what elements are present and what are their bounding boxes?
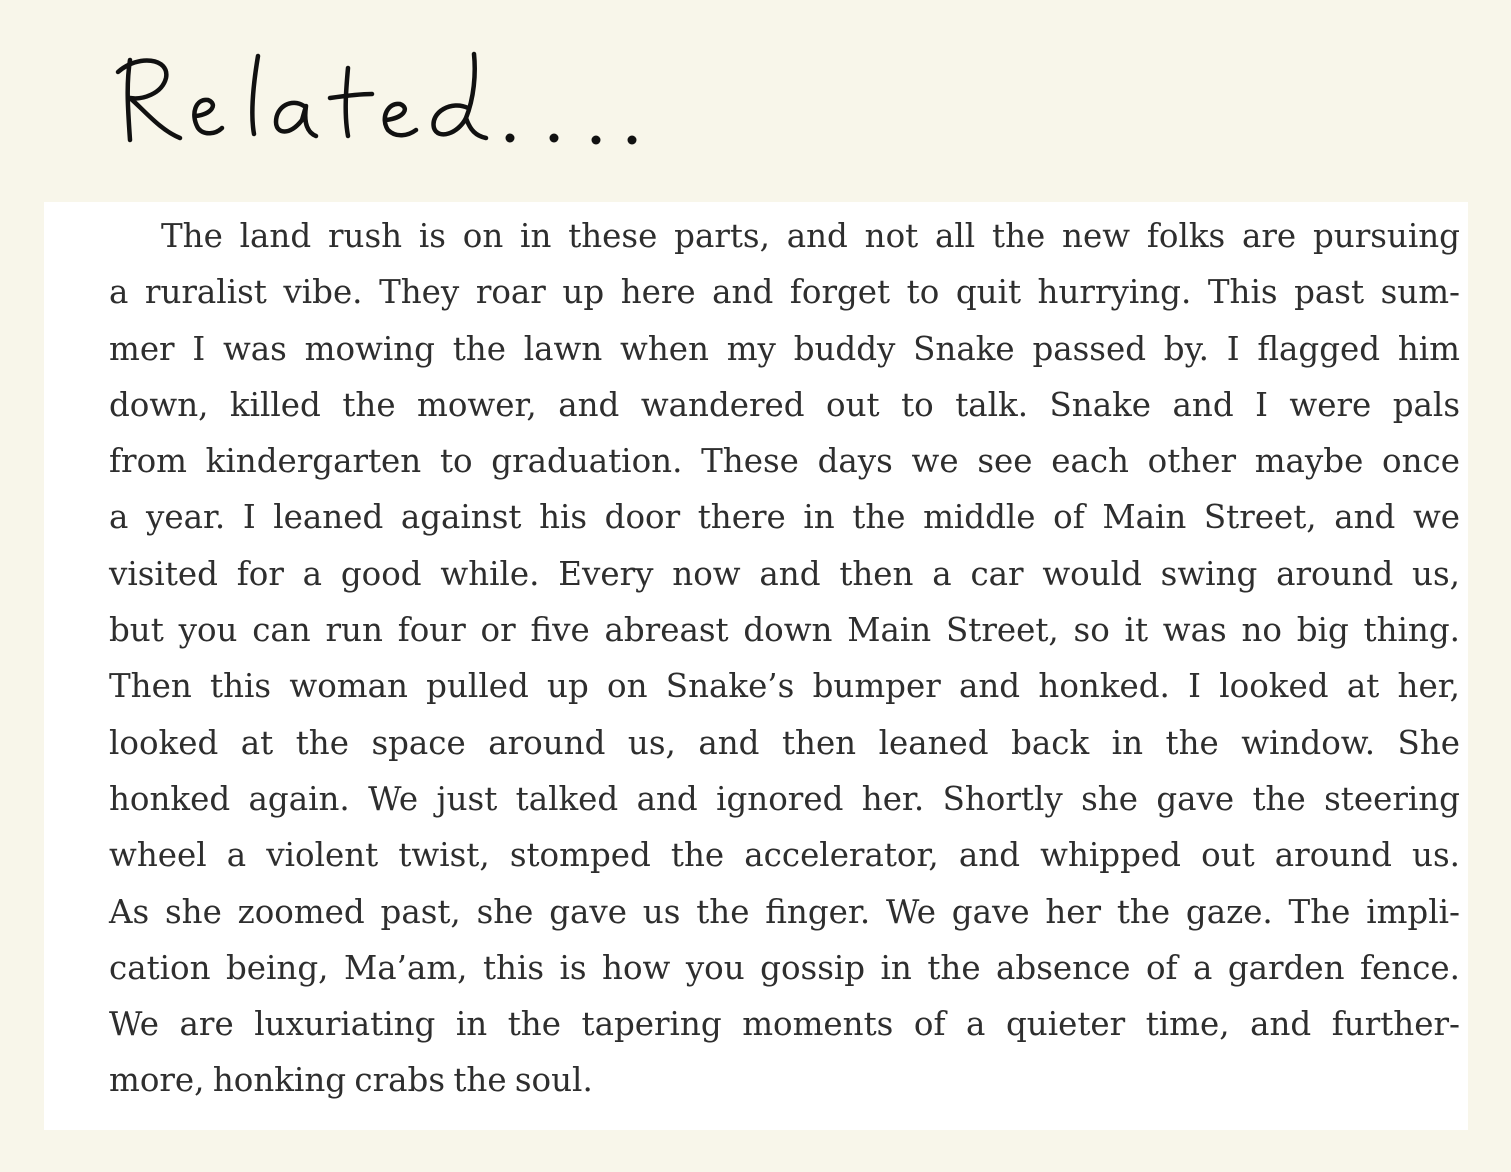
excerpt-line-8: but you can run four or five abreast down Main Street, so it was no big thing. xyxy=(109,611,1460,650)
excerpt-line-10: looked at the space around us, and then leaned back in the window. She xyxy=(109,723,1460,762)
excerpt-line-2: a ruralist vibe. They roar up here and forget to quit hurrying. This past sum- xyxy=(109,273,1460,312)
excerpt-line-5: from kindergarten to graduation. These days we see each other maybe once xyxy=(109,442,1460,481)
excerpt-line-1: The land rush is on in these parts, and not all the new folks are pursuing xyxy=(161,217,1460,255)
excerpt-line-9: Then this woman pulled up on Snake’s bumper and honked. I looked at her, xyxy=(109,667,1460,706)
excerpt-line-13: As she zoomed past, she gave us the finger. We gave her the gaze. The impli- xyxy=(109,892,1460,931)
excerpt-line-6: a year. I leaned against his door there in the middle of Main Street, and we xyxy=(109,498,1460,537)
handwritten-heading xyxy=(108,50,668,160)
excerpt-line-12: wheel a violent twist, stomped the accelerator, and whipped out around us. xyxy=(109,836,1460,875)
handwritten-related-signature xyxy=(108,50,668,160)
excerpt-line-3: mer I was mowing the lawn when my buddy Snake passed by. I flagged him xyxy=(109,329,1460,368)
excerpt-line-14: cation being, Ma’am, this is how you gossip in the absence of a garden fence. xyxy=(109,948,1460,987)
excerpt-line-11: honked again. We just talked and ignored her. Shortly she gave the steering xyxy=(109,779,1460,818)
book-excerpt-panel xyxy=(44,202,1468,1130)
excerpt-line-16: more, honking crabs the soul. xyxy=(109,1061,593,1100)
excerpt-line-15: We are luxuriating in the tapering moments of a quieter time, and further- xyxy=(109,1005,1460,1044)
excerpt-line-4: down, killed the mower, and wandered out to talk. Snake and I were pals xyxy=(109,385,1460,424)
excerpt-line-7: visited for a good while. Every now and then a car would swing around us, xyxy=(109,554,1460,593)
